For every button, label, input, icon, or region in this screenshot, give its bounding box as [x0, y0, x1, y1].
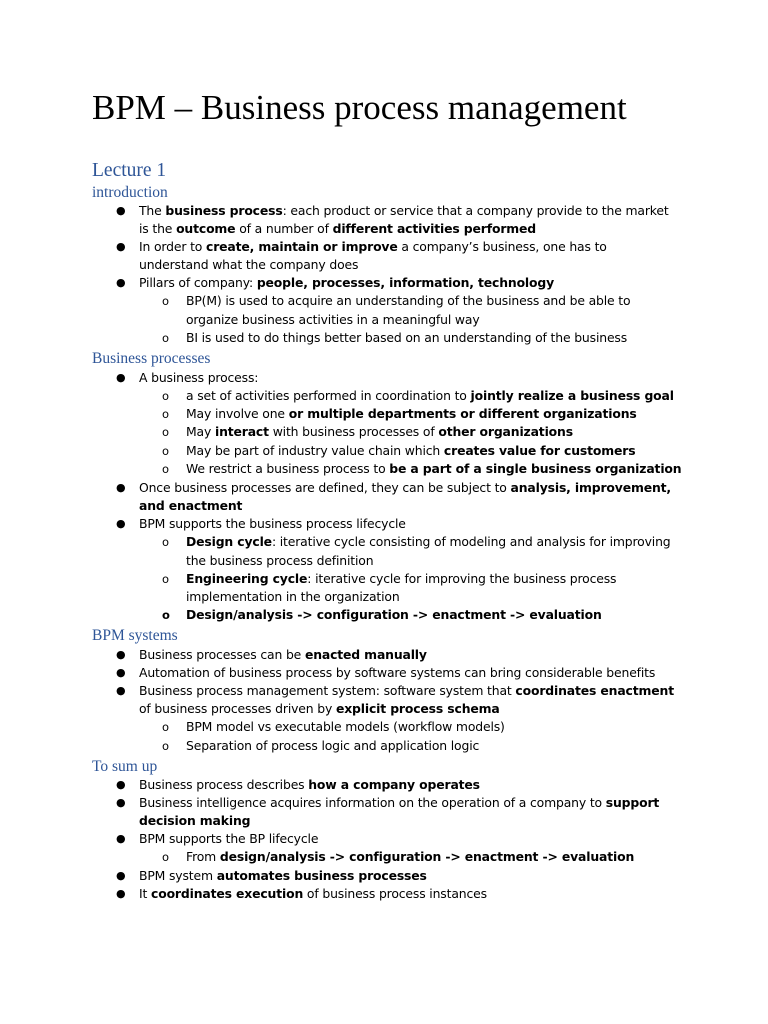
list-item-text [139, 479, 671, 497]
bullet-marker: ● [116, 517, 126, 530]
bullet-marker: ● [116, 204, 126, 217]
bold-phrase: coordinates enactment [515, 683, 674, 698]
text-run: Pillars of company: [139, 275, 257, 290]
text-run: BPM supports the BP lifecycle [139, 831, 319, 846]
sub-bullet-marker: o [162, 739, 170, 753]
text-run: It [139, 886, 152, 901]
text-run: Business intelligence acquires information on the operation of a company to [139, 795, 606, 810]
text-run: Business processes can be [139, 647, 305, 662]
sub-list-item-text [186, 423, 573, 441]
sub-list-item-text [186, 606, 602, 624]
sub-list-item-text [186, 329, 627, 347]
sub-bullet-marker: o [162, 425, 170, 439]
sub-bullet-marker: o [162, 850, 170, 864]
text-run: BPM supports the business process lifecycle [139, 516, 406, 531]
list-item-text [139, 830, 318, 848]
text-run: BPM model vs executable models (workflow models) [186, 719, 505, 734]
section-heading-introduction: introduction [92, 184, 168, 201]
sub-list-item-text [186, 533, 671, 551]
text-run: of a number of [235, 221, 333, 236]
sub-bullet-marker: o [162, 444, 170, 458]
section-heading-bpm-systems: BPM systems [92, 627, 178, 644]
sub-list-item-text [186, 588, 400, 606]
list-item-text [139, 369, 258, 387]
bold-phrase: outcome [176, 221, 236, 236]
list-item-text [139, 274, 554, 292]
bold-phrase: people, processes, information, technology [256, 275, 555, 290]
sub-bullet-marker: o [162, 462, 170, 476]
sub-bullet-marker: o [162, 294, 170, 308]
list-item-text [139, 515, 406, 533]
list-item-text [139, 220, 536, 238]
list-item-text [139, 812, 250, 830]
text-run: Business process describes [139, 777, 309, 792]
document-title: BPM – Business process management [92, 88, 627, 127]
sub-list-item-text [186, 311, 480, 329]
text-run: In order to [139, 239, 207, 254]
text-run: organize business activities in a meaningful way [186, 312, 480, 327]
sub-bullet-marker: o [162, 407, 170, 421]
bold-phrase: jointly realize a business goal [470, 388, 674, 403]
lecture-heading: Lecture 1 [92, 160, 167, 181]
sub-bullet-marker: o [162, 389, 170, 403]
text-run: is the [139, 221, 177, 236]
text-run: Automation of business process by software systems can bring considerable benefits [139, 665, 656, 680]
text-run: A business process: [139, 370, 259, 385]
text-run: The [139, 203, 166, 218]
bold-phrase: explicit process schema [335, 701, 500, 716]
bold-phrase: coordinates execution [151, 886, 304, 901]
bold-phrase: business process [165, 203, 283, 218]
sub-bullet-marker: o [162, 720, 170, 734]
list-item-text [139, 682, 674, 700]
bold-phrase: enacted manually [304, 647, 427, 662]
bold-phrase: be a part of a single business organization [389, 461, 682, 476]
bold-phrase: and enactment [139, 498, 243, 513]
bold-phrase: automates business processes [216, 868, 427, 883]
sub-bullet-marker: o [162, 572, 170, 586]
list-item-text [139, 238, 607, 256]
bullet-marker: ● [116, 666, 126, 679]
bold-phrase: different activities performed [332, 221, 537, 236]
bullet-marker: ● [116, 276, 126, 289]
bold-phrase: how a company operates [308, 777, 480, 792]
bullet-marker: ● [116, 684, 126, 697]
text-run: Business process management system: software system that [139, 683, 516, 698]
text-run: BI is used to do things better based on an understanding of the business [186, 330, 628, 345]
bullet-marker: ● [116, 778, 126, 791]
sub-bullet-marker: o [162, 535, 170, 549]
bold-phrase: Design cycle [186, 534, 272, 549]
bullet-marker: ● [116, 371, 126, 384]
text-run: of business process instances [303, 886, 487, 901]
bullet-marker: ● [116, 869, 126, 882]
list-item-text [139, 794, 659, 812]
text-run: Once business processes are defined, they can be subject to [139, 480, 511, 495]
sub-list-item-text [186, 570, 616, 588]
sub-bullet-marker: o [162, 608, 170, 622]
list-item-text [139, 885, 487, 903]
text-run: with business processes of [268, 424, 439, 439]
text-run: a set of activities performed in coordination to [186, 388, 471, 403]
list-item-text [139, 646, 427, 664]
list-item-text [139, 664, 655, 682]
list-item-text [139, 867, 427, 885]
text-run: of business processes driven by [139, 701, 336, 716]
bold-phrase: design/analysis -> configuration -> enactment -> evaluation [219, 849, 635, 864]
bold-phrase: decision making [139, 813, 251, 828]
sub-list-item-text [186, 848, 634, 866]
bold-phrase: analysis, improvement, [510, 480, 671, 495]
text-run: : iterative cycle consisting of modeling and analysis for improving [271, 534, 671, 549]
sub-list-item-text [186, 292, 630, 310]
list-item-text [139, 202, 669, 220]
sub-list-item-text [186, 405, 637, 423]
list-item-text [139, 776, 480, 794]
bullet-marker: ● [116, 481, 126, 494]
bullet-marker: ● [116, 796, 126, 809]
text-run: implementation in the organization [186, 589, 400, 604]
bullet-marker: ● [116, 832, 126, 845]
text-run: We restrict a business process to [186, 461, 390, 476]
list-item-text [139, 256, 358, 274]
text-run: BPM system [139, 868, 217, 883]
sub-bullet-marker: o [162, 331, 170, 345]
bold-phrase: or multiple departments or different organizations [288, 406, 637, 421]
text-run: From [186, 849, 220, 864]
sub-list-item-text [186, 737, 479, 755]
sub-list-item-text [186, 718, 505, 736]
sub-list-item-text [186, 460, 681, 478]
list-item-text [139, 700, 500, 718]
text-run: Separation of process logic and application logic [186, 738, 480, 753]
bold-phrase: Engineering cycle [186, 571, 308, 586]
sub-list-item-text [186, 387, 674, 405]
text-run: May be part of industry value chain which [186, 443, 444, 458]
sub-list-item-text [186, 552, 373, 570]
bold-phrase: support [605, 795, 660, 810]
sub-list-item-text [186, 442, 635, 460]
bullet-marker: ● [116, 887, 126, 900]
text-run: understand what the company does [139, 257, 359, 272]
text-run: May [186, 424, 215, 439]
bold-phrase: Design/analysis -> configuration -> enactment -> evaluation [186, 607, 602, 622]
text-run: May involve one [186, 406, 289, 421]
bold-phrase: other organizations [438, 424, 573, 439]
section-heading-business-processes: Business processes [92, 350, 211, 367]
bullet-marker: ● [116, 240, 126, 253]
section-heading-to-sum-up: To sum up [92, 758, 158, 775]
bold-phrase: creates value for customers [443, 443, 636, 458]
list-item-text [139, 497, 242, 515]
bullet-marker: ● [116, 648, 126, 661]
text-run: : iterative cycle for improving the business process [307, 571, 617, 586]
text-run: a company’s business, one has to [397, 239, 607, 254]
text-run: BP(M) is used to acquire an understanding of the business and be able to [186, 293, 631, 308]
bold-phrase: interact [214, 424, 269, 439]
text-run: : each product or service that a company provide to the market [282, 203, 669, 218]
text-run: the business process definition [186, 553, 374, 568]
bold-phrase: create, maintain or improve [206, 239, 398, 254]
